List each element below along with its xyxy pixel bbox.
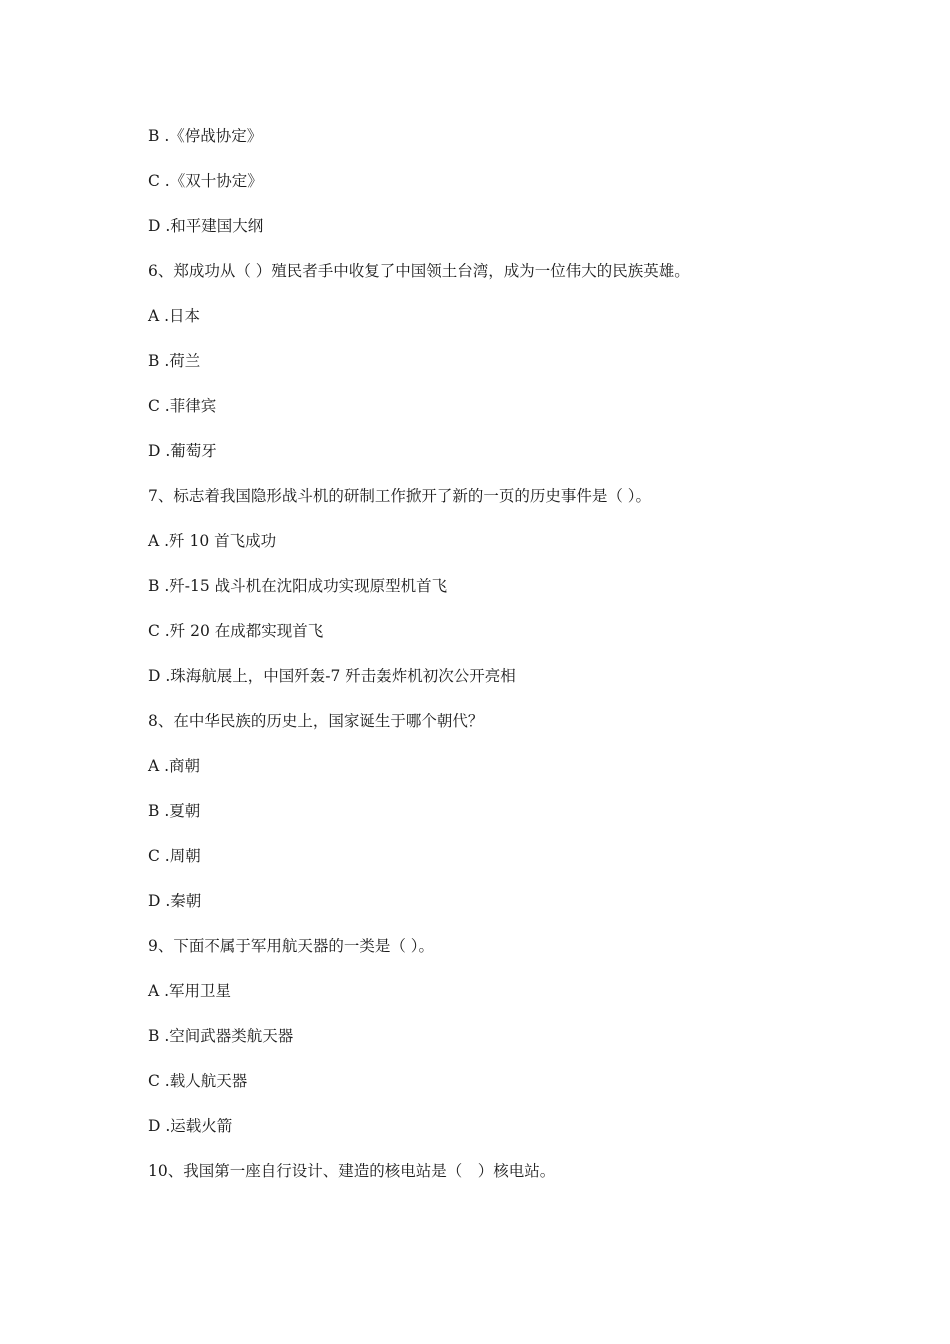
option-c-q5: C .《双十协定》	[148, 172, 263, 190]
option-b-q8: B .夏朝	[148, 802, 201, 820]
question-8: 8、在中华民族的历史上，国家诞生于哪个朝代？	[148, 712, 484, 730]
option-b-q9: B .空间武器类航天器	[148, 1027, 294, 1045]
option-d-q8: D .秦朝	[148, 892, 202, 910]
option-a-q6: A .日本	[148, 307, 201, 325]
option-b-q6: B .荷兰	[148, 352, 201, 370]
option-d-q9: D .运载火箭	[148, 1117, 233, 1135]
question-10: 10、我国第一座自行设计、建造的核电站是（ ）核电站。	[148, 1162, 556, 1180]
option-c-q6: C .菲律宾	[148, 397, 217, 415]
question-6: 6、郑成功从（ ）殖民者手中收复了中国领土台湾，成为一位伟大的民族英雄。	[148, 262, 690, 280]
option-a-q8: A .商朝	[148, 757, 201, 775]
option-d-q5: D .和平建国大纲	[148, 217, 264, 235]
option-b-q5: B .《停战协定》	[148, 127, 263, 145]
option-c-q9: C .载人航天器	[148, 1072, 248, 1090]
option-b-q7: B .歼-15 战斗机在沈阳成功实现原型机首飞	[148, 577, 448, 595]
question-7: 7、标志着我国隐形战斗机的研制工作掀开了新的一页的历史事件是（ ）。	[148, 487, 652, 505]
option-c-q7: C .歼 20 在成都实现首飞	[148, 622, 324, 640]
option-d-q7: D .珠海航展上，中国歼轰-7 歼击轰炸机初次公开亮相	[148, 667, 516, 685]
option-a-q7: A .歼 10 首飞成功	[148, 532, 277, 550]
option-c-q8: C .周朝	[148, 847, 201, 865]
option-d-q6: D .葡萄牙	[148, 442, 217, 460]
option-a-q9: A .军用卫星	[148, 982, 232, 1000]
question-9: 9、下面不属于军用航天器的一类是（ ）。	[148, 937, 435, 955]
